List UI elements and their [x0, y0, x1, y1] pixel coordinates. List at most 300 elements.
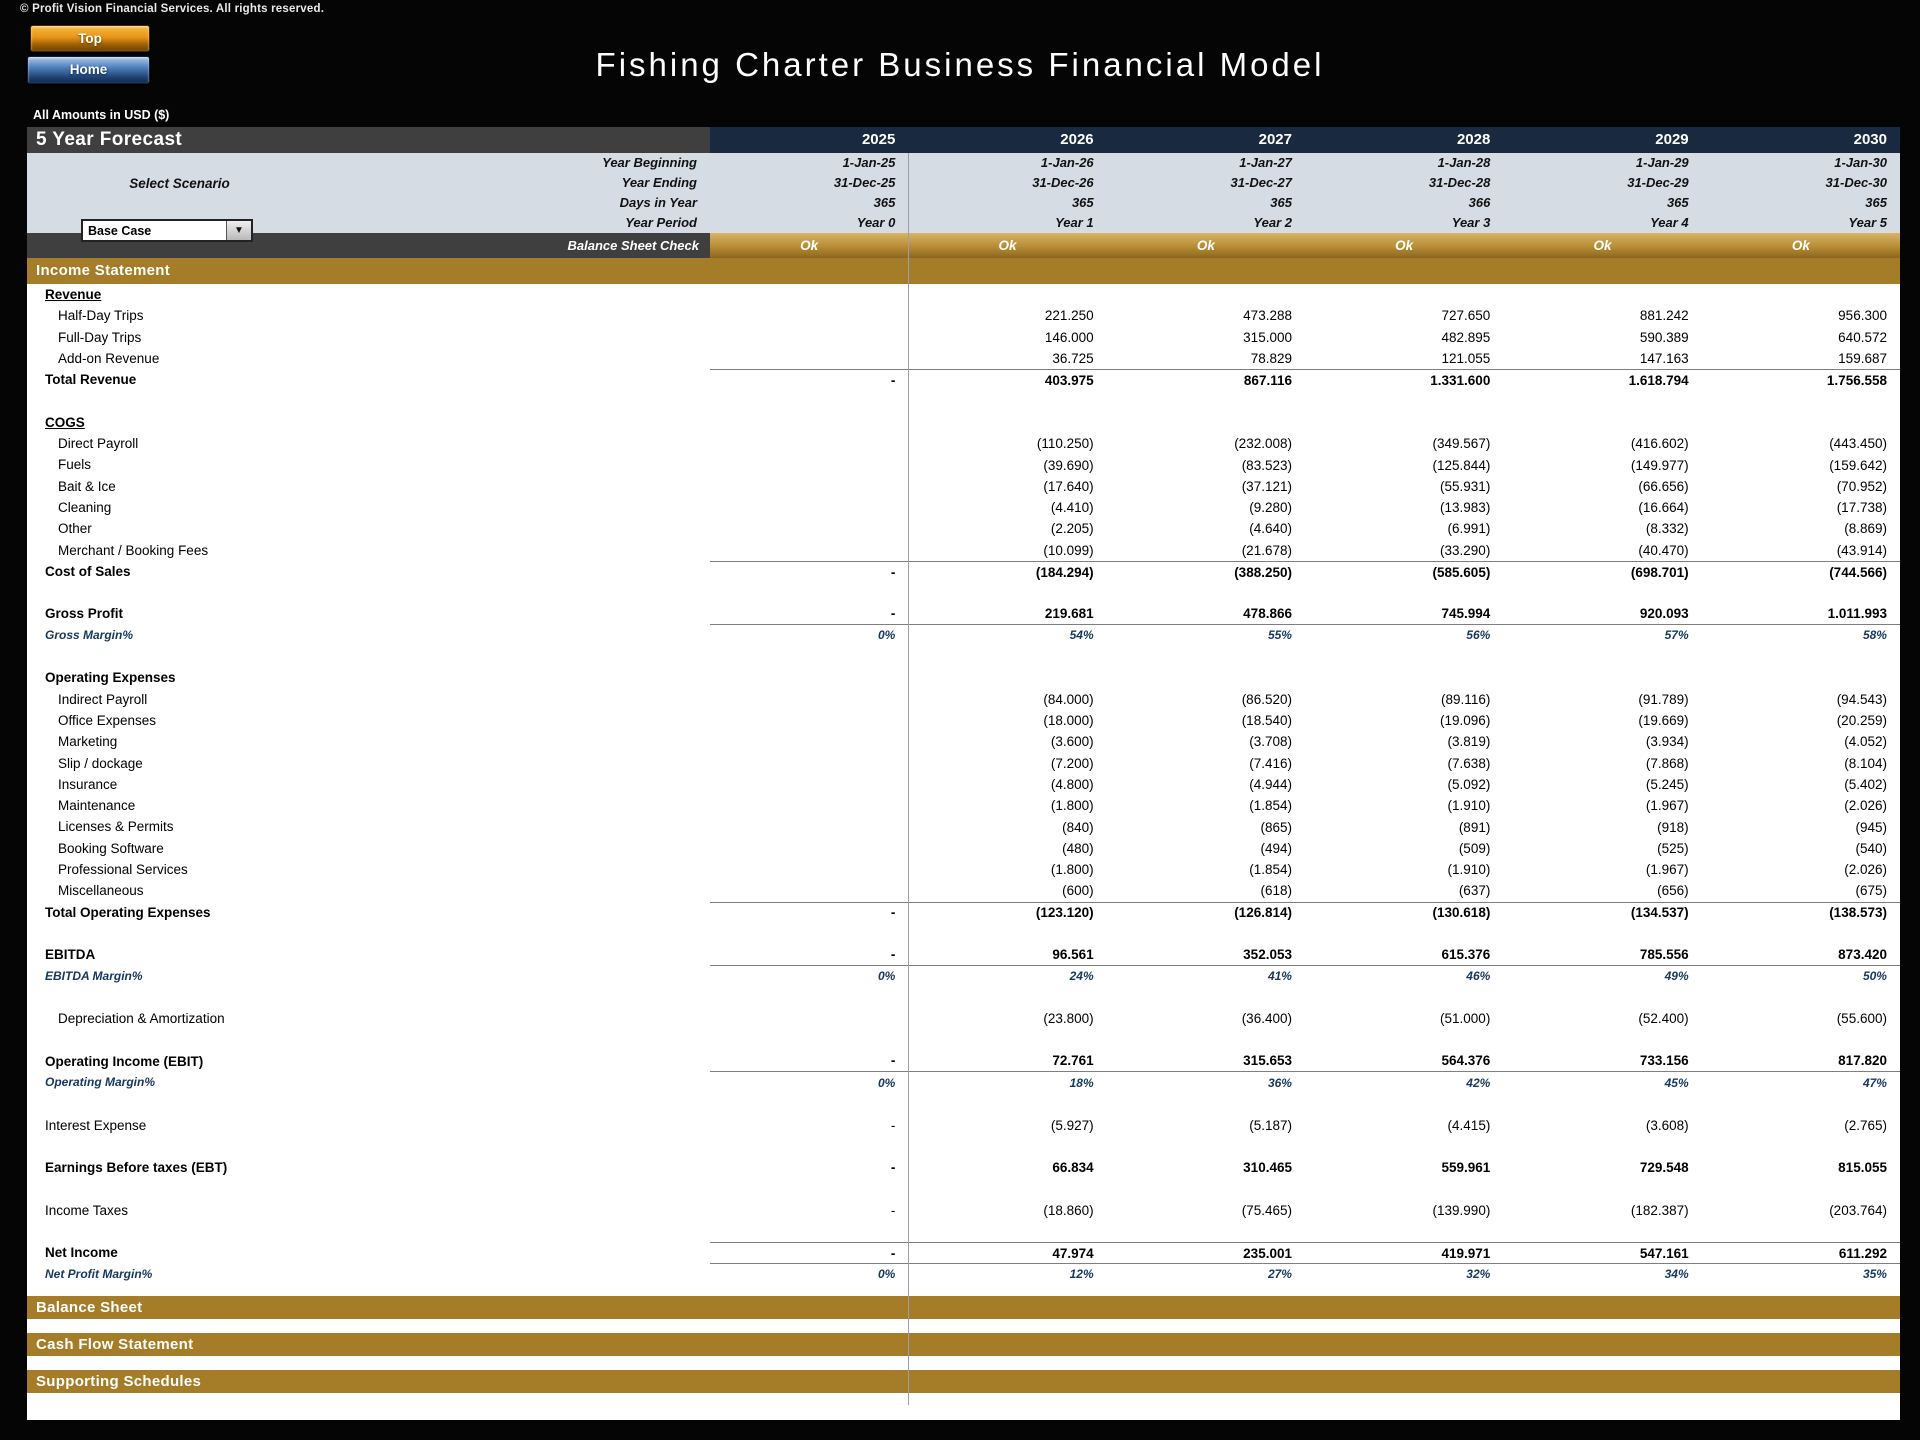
value-cell: 733.156	[1639, 1053, 1689, 1069]
spacer-row	[27, 1029, 1900, 1050]
value-cell: (23.800)	[1043, 1011, 1094, 1027]
spacer-row	[27, 1178, 1900, 1199]
value-cell: 615.376	[1441, 946, 1491, 962]
table-row	[27, 880, 1900, 901]
value-cell: (138.573)	[1829, 905, 1887, 921]
value-cell: (159.642)	[1829, 457, 1887, 473]
value-cell: (4.410)	[1050, 500, 1094, 516]
page-title: Fishing Charter Business Financial Model	[595, 46, 1325, 83]
value-cell: (349.567)	[1432, 436, 1491, 452]
info-row-value: 1-Jan-27	[1239, 155, 1292, 170]
income-statement-table	[27, 284, 1900, 1285]
value-cell: (5.187)	[1249, 1117, 1292, 1133]
top-button[interactable]: Top	[30, 25, 150, 52]
row-label: Other	[58, 521, 92, 537]
info-row-value: 31-Dec-26	[1032, 175, 1094, 190]
value-cell: (918)	[1657, 819, 1689, 835]
chevron-down-icon[interactable]: ▼	[226, 221, 251, 240]
info-row-label: Year Beginning	[602, 155, 697, 170]
row-label: Miscellaneous	[58, 883, 144, 899]
row-label: Office Expenses	[58, 712, 157, 728]
row-label: Indirect Payroll	[58, 691, 148, 707]
table-row	[27, 540, 1900, 561]
value-cell: 564.376	[1441, 1053, 1491, 1069]
value-cell: (388.250)	[1234, 564, 1292, 580]
copyright-text: © Profit Vision Financial Services. All rights reserved.	[20, 3, 325, 15]
home-button[interactable]: Home	[27, 56, 150, 84]
table-row	[27, 838, 1900, 859]
value-cell: 45%	[1664, 1075, 1689, 1090]
balance-check-status: Ok	[800, 238, 819, 253]
value-cell: (7.200)	[1050, 755, 1094, 771]
table-row	[27, 795, 1900, 816]
row-label: Operating Expenses	[45, 670, 176, 686]
value-cell: (40.470)	[1638, 542, 1689, 558]
value-cell: 745.994	[1441, 606, 1491, 622]
value-cell: (37.121)	[1241, 478, 1292, 494]
info-row-value: 31-Dec-27	[1230, 175, 1292, 190]
value-cell: (3.819)	[1447, 734, 1491, 750]
row-label: Insurance	[58, 776, 118, 792]
spacer-row	[27, 987, 1900, 1008]
table-row	[27, 305, 1900, 326]
value-cell: 729.548	[1639, 1160, 1689, 1176]
value-cell: (19.096)	[1440, 713, 1491, 729]
value-cell: 221.250	[1044, 308, 1094, 324]
value-cell: 24%	[1069, 969, 1094, 984]
row-label	[27, 1136, 710, 1157]
info-row-value: Year 5	[1848, 215, 1887, 230]
row-label: Operating Income (EBIT)	[45, 1053, 204, 1069]
info-row-value: 366	[1468, 195, 1491, 210]
table-row	[27, 774, 1900, 795]
table-row	[27, 859, 1900, 880]
value-cell: (149.977)	[1630, 457, 1689, 473]
table-row	[27, 667, 1900, 688]
value-cell: 219.681	[1044, 606, 1094, 622]
forecast-title: 5 Year Forecast	[27, 127, 710, 153]
value-cell: 590.389	[1639, 329, 1689, 345]
value-cell: (9.280)	[1249, 500, 1292, 516]
info-row-value: Year 0	[856, 215, 896, 230]
value-cell: 611.292	[1838, 1245, 1887, 1261]
value-cell: (203.764)	[1829, 1202, 1887, 1218]
value-cell: 867.116	[1243, 372, 1292, 388]
table-row	[27, 284, 1900, 305]
value-cell: (1.854)	[1249, 798, 1292, 814]
value-cell: (5.402)	[1844, 776, 1887, 792]
table-row	[27, 753, 1900, 774]
value-cell: (8.869)	[1844, 521, 1887, 537]
info-row-value: 1-Jan-30	[1834, 155, 1887, 170]
value-cell: 34%	[1664, 1267, 1689, 1282]
balance-sheet-check-label: Balance Sheet Check	[27, 233, 710, 258]
value-cell: (36.400)	[1241, 1011, 1292, 1027]
value-cell: (7.868)	[1645, 755, 1689, 771]
row-label	[27, 1093, 710, 1114]
value-cell: (8.104)	[1844, 755, 1887, 771]
row-label: Depreciation & Amortization	[58, 1011, 225, 1027]
value-cell: (891)	[1458, 819, 1491, 835]
value-cell: (865)	[1260, 819, 1292, 835]
value-cell: (656)	[1657, 883, 1689, 899]
value-cell: -	[890, 1117, 896, 1133]
value-cell: 58%	[1862, 628, 1887, 643]
spacer-row	[27, 390, 1900, 411]
value-cell: 920.093	[1639, 606, 1689, 622]
table-row	[27, 327, 1900, 348]
table-row	[27, 603, 1900, 624]
row-label	[27, 582, 710, 603]
value-cell: 0%	[877, 969, 896, 984]
value-cell: 403.975	[1044, 372, 1094, 388]
table-row	[27, 816, 1900, 837]
row-label: Add-on Revenue	[58, 350, 160, 366]
value-cell: -	[890, 372, 896, 388]
value-cell: 12%	[1069, 1267, 1094, 1282]
value-cell: (540)	[1855, 840, 1887, 856]
row-label: Total Operating Expenses	[45, 904, 211, 920]
value-cell: (637)	[1458, 883, 1491, 899]
value-cell: (525)	[1657, 840, 1689, 856]
info-row-value: 365	[873, 195, 896, 210]
row-label: Cleaning	[58, 499, 112, 515]
value-cell: (17.640)	[1043, 478, 1094, 494]
row-label: Slip / dockage	[58, 755, 143, 771]
table-row	[27, 944, 1900, 965]
row-label	[27, 646, 710, 667]
value-cell: 817.820	[1838, 1053, 1887, 1069]
value-cell: (1.967)	[1645, 798, 1689, 814]
value-cell: (86.520)	[1241, 691, 1292, 707]
table-row	[27, 1072, 1900, 1093]
value-cell: 727.650	[1441, 308, 1491, 324]
info-row-value: 365	[1270, 195, 1292, 210]
value-cell: (182.387)	[1630, 1202, 1689, 1218]
value-cell: 41%	[1267, 969, 1292, 984]
year-column-header: 2030	[1853, 131, 1887, 148]
value-cell: (4.052)	[1844, 734, 1887, 750]
value-cell: -	[890, 606, 896, 622]
value-cell: -	[890, 1245, 896, 1261]
value-cell: (20.259)	[1836, 713, 1887, 729]
value-cell: (509)	[1458, 840, 1491, 856]
value-cell: 235.001	[1243, 1245, 1292, 1261]
table-row	[27, 1008, 1900, 1029]
value-cell: 0%	[877, 1267, 896, 1282]
value-cell: (1.854)	[1249, 862, 1292, 878]
value-cell: 46%	[1466, 969, 1491, 984]
year-info-band	[27, 153, 1900, 238]
value-cell: 559.961	[1441, 1160, 1491, 1176]
year-column-header: 2028	[1456, 131, 1491, 148]
value-cell: (1.800)	[1050, 862, 1094, 878]
table-row	[27, 369, 1900, 390]
value-cell: (123.120)	[1035, 905, 1094, 921]
row-label: Gross Margin%	[45, 627, 134, 642]
value-cell: 42%	[1466, 1075, 1491, 1090]
value-cell: (4.800)	[1050, 776, 1094, 792]
value-cell: 56%	[1466, 628, 1491, 643]
balance-sheet-check-row	[27, 233, 1900, 258]
table-row	[27, 966, 1900, 987]
value-cell: 36%	[1267, 1075, 1292, 1090]
value-cell: 482.895	[1441, 329, 1491, 345]
value-cell: (5.092)	[1447, 776, 1491, 792]
value-cell: -	[890, 1053, 896, 1069]
table-row	[27, 1200, 1900, 1221]
info-row-value: 31-Dec-29	[1627, 175, 1689, 190]
row-label	[27, 1178, 710, 1199]
value-cell: (618)	[1260, 883, 1292, 899]
info-row-value: 365	[1666, 195, 1689, 210]
value-cell: (13.983)	[1440, 500, 1491, 516]
table-row	[27, 412, 1900, 433]
row-label: Booking Software	[58, 840, 164, 856]
value-cell: 315.653	[1243, 1053, 1292, 1069]
info-row-value: 1-Jan-26	[1040, 155, 1094, 170]
value-cell: 36.725	[1052, 351, 1094, 367]
info-row-value: Year 1	[1055, 215, 1094, 230]
currency-note: All Amounts in USD ($)	[33, 108, 170, 122]
row-label	[27, 1029, 710, 1050]
value-cell: 146.000	[1044, 329, 1094, 345]
value-cell: 35%	[1862, 1267, 1887, 1282]
row-label: Half-Day Trips	[58, 308, 144, 324]
value-cell: (33.290)	[1440, 542, 1491, 558]
value-cell: (83.523)	[1241, 457, 1292, 473]
year-info-row	[27, 153, 1900, 173]
value-cell: (18.540)	[1241, 713, 1292, 729]
info-row-value: 1-Jan-29	[1635, 155, 1689, 170]
row-label: COGS	[45, 414, 85, 430]
spacer-row	[27, 646, 1900, 667]
value-cell: 96.561	[1052, 946, 1094, 962]
value-cell: 121.055	[1441, 351, 1491, 367]
value-cell: (840)	[1062, 819, 1094, 835]
section-supporting-schedules[interactable]: Supporting Schedules	[27, 1370, 1900, 1393]
value-cell: (75.465)	[1241, 1202, 1292, 1218]
year-header-row	[710, 127, 1900, 153]
value-cell: 473.288	[1243, 308, 1292, 324]
value-cell: (21.678)	[1241, 542, 1292, 558]
value-cell: (480)	[1062, 840, 1094, 856]
value-cell: 1.331.600	[1430, 372, 1491, 388]
row-label: Net Profit Margin%	[45, 1266, 153, 1281]
value-cell: (5.927)	[1050, 1117, 1094, 1133]
year-info-row	[27, 193, 1900, 213]
info-row-value: Year 3	[1451, 215, 1491, 230]
value-cell: (232.008)	[1234, 436, 1292, 452]
value-cell: (17.738)	[1836, 500, 1887, 516]
value-cell: 1.756.558	[1826, 372, 1887, 388]
info-row-value: 31-Dec-25	[833, 175, 896, 190]
value-cell: (600)	[1062, 883, 1094, 899]
table-row	[27, 1242, 1900, 1263]
info-row-value: 1-Jan-28	[1437, 155, 1491, 170]
value-cell: 547.161	[1639, 1245, 1689, 1261]
balance-check-status: Ok	[1791, 238, 1810, 253]
value-cell: 956.300	[1838, 308, 1887, 324]
value-cell: (130.618)	[1432, 905, 1491, 921]
value-cell: (125.844)	[1432, 457, 1491, 473]
table-row	[27, 689, 1900, 710]
info-row-value: 31-Dec-28	[1428, 175, 1491, 190]
row-label: Cost of Sales	[45, 563, 131, 579]
value-cell: (3.708)	[1249, 734, 1292, 750]
value-cell: (3.600)	[1050, 734, 1094, 750]
value-cell: 50%	[1862, 969, 1887, 984]
spacer-row	[27, 1221, 1900, 1242]
section-income-statement[interactable]: Income Statement	[27, 258, 1900, 284]
value-cell: 1.011.993	[1827, 606, 1887, 622]
balance-check-status: Ok	[1196, 238, 1215, 253]
value-cell: 785.556	[1639, 946, 1689, 962]
section-cash-flow[interactable]: Cash Flow Statement	[27, 1333, 1900, 1356]
table-row	[27, 476, 1900, 497]
value-cell: 55%	[1267, 628, 1292, 643]
value-cell: (52.400)	[1638, 1011, 1689, 1027]
value-cell: (494)	[1260, 840, 1292, 856]
value-cell: (8.332)	[1645, 521, 1689, 537]
value-cell: (139.990)	[1432, 1202, 1491, 1218]
value-cell: (2.026)	[1844, 862, 1887, 878]
row-label: Gross Profit	[45, 606, 124, 622]
row-label: EBITDA Margin%	[45, 968, 143, 983]
value-cell: (1.910)	[1447, 798, 1491, 814]
value-cell: (1.910)	[1447, 862, 1491, 878]
value-cell: (134.537)	[1630, 905, 1689, 921]
value-cell: 54%	[1069, 628, 1094, 643]
row-label	[27, 923, 710, 944]
value-cell: -	[890, 564, 896, 580]
value-cell: 0%	[877, 1075, 896, 1090]
info-row-value: Year 4	[1650, 215, 1689, 230]
value-cell: (94.543)	[1836, 691, 1887, 707]
value-cell: (675)	[1855, 883, 1887, 899]
value-cell: 815.055	[1838, 1160, 1887, 1176]
forecast-header-band	[27, 127, 1900, 153]
value-cell: (7.638)	[1447, 755, 1491, 771]
value-cell: 78.829	[1250, 351, 1292, 367]
info-row-value: Year 2	[1253, 215, 1292, 230]
value-cell: (126.814)	[1234, 905, 1292, 921]
value-cell: (19.669)	[1638, 713, 1689, 729]
row-label: Operating Margin%	[45, 1074, 156, 1089]
balance-check-status: Ok	[1395, 238, 1414, 253]
value-cell: (18.860)	[1043, 1202, 1094, 1218]
info-row-label: Year Period	[625, 215, 697, 230]
value-cell: 0%	[877, 628, 896, 643]
value-cell: (4.944)	[1249, 776, 1292, 792]
value-cell: (51.000)	[1440, 1011, 1491, 1027]
value-cell: (585.605)	[1432, 564, 1491, 580]
table-row	[27, 1115, 1900, 1136]
value-cell: (70.952)	[1836, 478, 1887, 494]
year-column-header: 2026	[1060, 131, 1094, 148]
row-label: Net Income	[45, 1245, 118, 1261]
year-info-row	[27, 213, 1900, 233]
section-balance-sheet[interactable]: Balance Sheet	[27, 1296, 1900, 1319]
value-cell: (55.600)	[1836, 1011, 1887, 1027]
value-cell: -	[890, 905, 896, 921]
value-cell: 147.163	[1639, 351, 1689, 367]
value-cell: (89.116)	[1441, 691, 1491, 707]
value-cell: (698.701)	[1630, 564, 1689, 580]
row-label: Merchant / Booking Fees	[58, 542, 209, 558]
info-row-value: 31-Dec-30	[1825, 175, 1887, 190]
row-label: Licenses & Permits	[58, 819, 174, 835]
value-cell: 72.761	[1052, 1053, 1094, 1069]
value-cell: (10.099)	[1043, 542, 1094, 558]
spacer-row	[27, 1136, 1900, 1157]
value-cell: (945)	[1855, 819, 1887, 835]
row-label: Bait & Ice	[58, 478, 116, 494]
value-cell: (39.690)	[1043, 457, 1094, 473]
info-row-value: 365	[1071, 195, 1094, 210]
value-cell: 419.971	[1441, 1245, 1491, 1261]
value-cell: (744.566)	[1829, 564, 1887, 580]
value-cell: (2.026)	[1844, 798, 1887, 814]
balance-check-status: Ok	[1593, 238, 1612, 253]
value-cell: 49%	[1664, 969, 1689, 984]
spacer-row	[27, 1093, 1900, 1114]
row-label: Direct Payroll	[58, 436, 139, 452]
value-cell: 32%	[1466, 1267, 1491, 1282]
row-label: Revenue	[45, 287, 102, 302]
row-label: Full-Day Trips	[58, 329, 142, 345]
value-cell: -	[890, 1202, 896, 1218]
value-cell: (43.914)	[1836, 542, 1887, 558]
value-cell: (55.931)	[1440, 478, 1491, 494]
value-cell: 315.000	[1243, 329, 1292, 345]
table-row	[27, 625, 1900, 646]
value-cell: (4.415)	[1447, 1117, 1491, 1133]
spacer-row	[27, 923, 1900, 944]
row-label	[27, 1221, 710, 1242]
table-row	[27, 710, 1900, 731]
value-cell: (2.765)	[1844, 1117, 1887, 1133]
column-gridline	[908, 153, 909, 1405]
value-cell: (5.245)	[1645, 776, 1689, 792]
table-row	[27, 497, 1900, 518]
row-label: Income Taxes	[45, 1202, 129, 1218]
row-label: Marketing	[58, 734, 118, 750]
row-label: Professional Services	[58, 862, 188, 878]
value-cell: (2.205)	[1050, 521, 1094, 537]
value-cell: 27%	[1267, 1267, 1292, 1282]
table-row	[27, 1157, 1900, 1178]
table-row	[27, 1051, 1900, 1072]
value-cell: -	[890, 946, 896, 962]
value-cell: (66.656)	[1638, 478, 1689, 494]
row-label	[27, 987, 710, 1008]
value-cell: (1.967)	[1645, 862, 1689, 878]
row-label: EBITDA	[45, 947, 96, 963]
value-cell: (91.789)	[1638, 691, 1689, 707]
select-scenario-label: Select Scenario	[129, 176, 230, 191]
spreadsheet	[27, 127, 1900, 1420]
value-cell: 47.974	[1052, 1245, 1094, 1261]
year-column-header: 2025	[861, 131, 896, 148]
value-cell: 640.572	[1838, 329, 1887, 345]
scenario-dropdown[interactable]	[81, 219, 253, 242]
row-label: Earnings Before taxes (EBT)	[45, 1160, 228, 1176]
row-label: Maintenance	[58, 798, 136, 814]
value-cell: 352.053	[1243, 946, 1292, 962]
table-row	[27, 1264, 1900, 1285]
value-cell: 873.420	[1838, 946, 1887, 962]
